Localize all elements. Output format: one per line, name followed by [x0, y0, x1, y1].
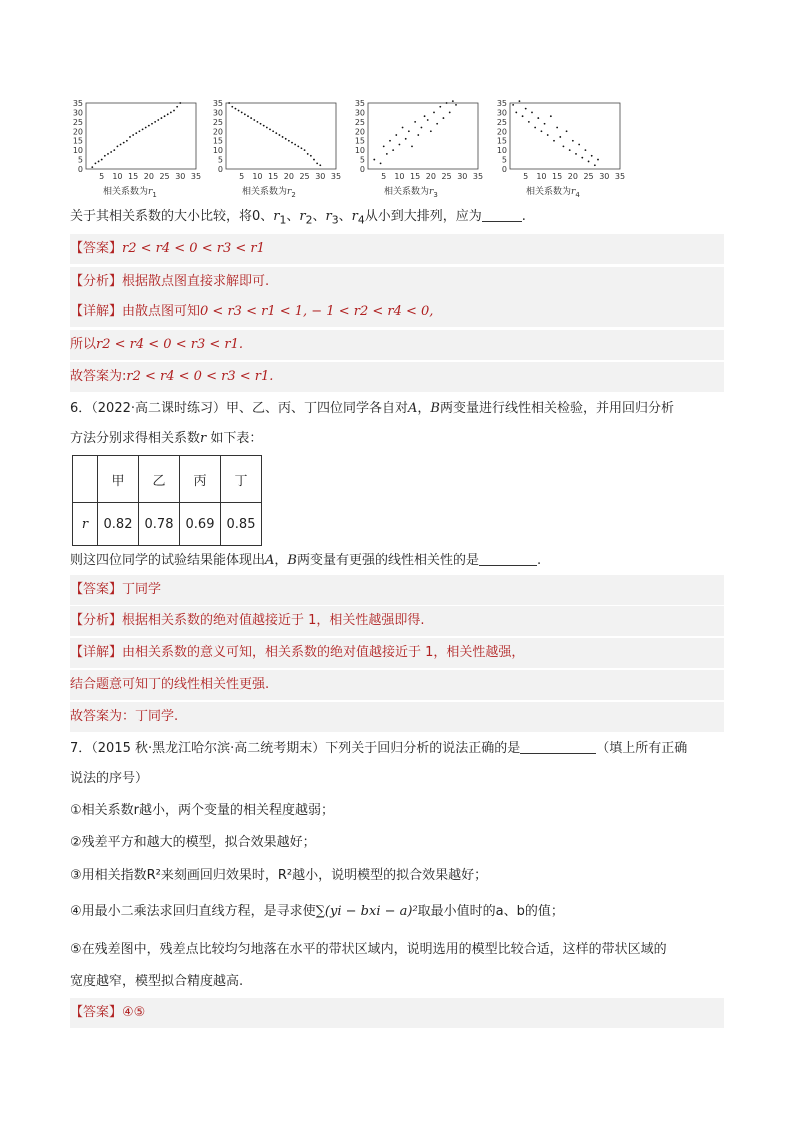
- data-point: [537, 117, 539, 119]
- x-tick-label: 5: [381, 172, 387, 181]
- data-point: [319, 164, 321, 166]
- data-point: [389, 140, 391, 142]
- y-tick-label: 20: [496, 127, 507, 137]
- data-point: [304, 149, 306, 151]
- q5-analysis: 【分析】根据散点图直接求解即可.: [70, 267, 724, 297]
- x-tick-label: 5: [239, 172, 245, 181]
- data-point: [399, 144, 401, 146]
- y-tick-label: 25: [72, 117, 83, 127]
- x-tick-label: 15: [552, 172, 563, 181]
- q5-so: 所以r2 < r4 < 0 < r3 < r1.: [70, 330, 724, 360]
- answer-blank[interactable]: [482, 207, 522, 222]
- y-tick-label: 0: [217, 165, 223, 174]
- q7-option-1: ①相关系数r越小，两个变量的相关程度越弱；: [70, 803, 334, 818]
- x-tick-label: 35: [472, 172, 484, 181]
- data-point: [151, 123, 153, 125]
- q7-option-4: ④用最小二乘法求回归直线方程，是寻求使∑(yi − bxi − a)²取最小值时的a、b的值；: [70, 904, 564, 919]
- data-point: [139, 130, 141, 132]
- data-point: [241, 112, 243, 114]
- plot-frame: [368, 103, 478, 169]
- x-tick-label: 10: [536, 172, 547, 181]
- data-point: [569, 149, 571, 151]
- data-point: [414, 121, 416, 123]
- data-point: [285, 138, 287, 140]
- x-tick-label: 25: [441, 172, 452, 181]
- x-tick-label: 30: [315, 172, 326, 181]
- data-point: [585, 149, 587, 151]
- data-point: [594, 164, 596, 166]
- data-point: [113, 149, 115, 151]
- data-point: [522, 115, 524, 117]
- q6-stem-2: 方法分别求得相关系数r 如下表：: [70, 431, 263, 446]
- data-point: [578, 144, 580, 146]
- data-point: [294, 144, 296, 146]
- plot-frame: [226, 103, 336, 169]
- plot-frame: [510, 103, 620, 169]
- data-point: [439, 106, 441, 108]
- data-point: [417, 134, 419, 136]
- data-point: [519, 100, 521, 102]
- plot-frame: [86, 103, 196, 169]
- data-point: [541, 130, 543, 132]
- scatter-caption-1: 相关系数为$r_1$: [103, 187, 157, 199]
- data-point: [238, 110, 240, 112]
- y-tick-label: 30: [212, 108, 223, 118]
- x-tick-label: 15: [128, 172, 139, 181]
- data-point: [297, 145, 299, 147]
- scatter-caption-2: 相关系数为$r_2$: [242, 187, 296, 199]
- data-point: [373, 159, 375, 161]
- x-tick-label: 10: [394, 172, 405, 181]
- data-point: [316, 162, 318, 164]
- data-point: [157, 119, 159, 121]
- data-point: [563, 145, 565, 147]
- x-tick-label: 10: [252, 172, 263, 181]
- data-point: [132, 134, 134, 136]
- data-point: [173, 110, 175, 112]
- data-point: [107, 153, 109, 155]
- data-point: [135, 132, 137, 134]
- data-point: [544, 123, 546, 125]
- data-point: [430, 130, 432, 132]
- answer-blank[interactable]: [479, 551, 537, 566]
- q6-conclusion: 则这四位同学的试验结果能体现出A，B两变量有更强的线性相关性的是 .: [70, 553, 542, 568]
- y-tick-label: 35: [354, 99, 365, 108]
- y-tick-label: 35: [72, 99, 83, 108]
- data-point: [452, 100, 454, 102]
- data-point: [405, 138, 407, 140]
- y-tick-label: 5: [77, 155, 83, 165]
- data-point: [427, 119, 429, 121]
- x-tick-label: 30: [175, 172, 186, 181]
- data-point: [556, 127, 558, 129]
- x-tick-label: 30: [457, 172, 468, 181]
- table-row: r 0.82 0.78 0.69 0.85: [73, 503, 262, 546]
- y-tick-label: 15: [496, 136, 507, 146]
- data-point: [145, 127, 147, 129]
- data-point: [282, 136, 284, 138]
- q7-option-5-cont: 宽度越窄，模型拟合精度越高.: [70, 974, 244, 989]
- y-tick-label: 30: [72, 108, 83, 118]
- x-tick-label: 20: [283, 172, 294, 181]
- analysis-tag: 【分析】: [70, 274, 123, 289]
- x-tick-label: 25: [159, 172, 170, 181]
- answer-tag: 【答案】: [70, 241, 123, 256]
- data-point: [266, 127, 268, 129]
- data-point: [95, 162, 97, 164]
- data-point: [455, 104, 457, 106]
- y-tick-label: 20: [354, 127, 365, 137]
- data-point: [269, 129, 271, 131]
- data-point: [129, 136, 131, 138]
- y-tick-label: 0: [359, 165, 365, 174]
- data-point: [275, 132, 277, 134]
- data-point: [301, 147, 303, 149]
- scatter-plots: [60, 95, 650, 195]
- data-point: [110, 151, 112, 153]
- data-point: [528, 121, 530, 123]
- q6-analysis: 【分析】根据相关系数的绝对值越接近于 1，相关性越强即得.: [70, 606, 724, 636]
- data-point: [572, 140, 574, 142]
- data-point: [597, 159, 599, 161]
- q6-final: 故答案为：丁同学.: [70, 702, 724, 732]
- y-tick-label: 30: [496, 108, 507, 118]
- q6-answer: 【答案】丁同学: [70, 575, 724, 605]
- y-tick-label: 0: [501, 165, 507, 174]
- answer-blank[interactable]: [520, 739, 596, 754]
- data-point: [260, 123, 262, 125]
- detail-tag: 【详解】: [70, 304, 123, 319]
- data-point: [154, 121, 156, 123]
- q7-answer: 【答案】④⑤: [70, 998, 724, 1028]
- y-tick-label: 5: [217, 155, 223, 165]
- q5-answer: 【答案】r2 < r4 < 0 < r3 < r1: [70, 234, 724, 264]
- x-tick-label: 15: [410, 172, 421, 181]
- data-point: [446, 102, 448, 104]
- data-point: [408, 130, 410, 132]
- y-tick-label: 5: [359, 155, 365, 165]
- data-point: [525, 108, 527, 110]
- data-point: [257, 121, 259, 123]
- x-tick-label: 25: [583, 172, 594, 181]
- x-tick-label: 20: [567, 172, 578, 181]
- x-tick-label: 25: [299, 172, 310, 181]
- data-point: [515, 112, 517, 114]
- data-point: [547, 134, 549, 136]
- data-point: [436, 123, 438, 125]
- data-point: [588, 161, 590, 163]
- y-tick-label: 20: [212, 127, 223, 137]
- x-tick-label: 15: [268, 172, 279, 181]
- y-tick-label: 10: [212, 146, 223, 156]
- q6-detail: 【详解】由相关系数的意义可知，相关系数的绝对值越接近于 1，相关性越强，: [70, 638, 724, 668]
- x-tick-label: 20: [425, 172, 436, 181]
- data-point: [235, 108, 237, 110]
- table-row: 甲 乙 丙 丁: [73, 456, 262, 503]
- data-point: [120, 144, 122, 146]
- data-point: [164, 115, 166, 117]
- y-tick-label: 25: [354, 117, 365, 127]
- data-point: [272, 130, 274, 132]
- x-tick-label: 10: [112, 172, 123, 181]
- q5-detail: 【详解】由散点图可知0 < r3 < r1 < 1, − 1 < r2 < r4 < 0,: [70, 297, 724, 327]
- data-point: [449, 112, 451, 114]
- data-point: [553, 140, 555, 142]
- data-point: [117, 145, 119, 147]
- q6-stem: 6．（2022·高二课时练习）甲、乙、丙、丁四位同学各自对A，B两变量进行线性相关检验，并用回归分析: [70, 401, 674, 416]
- data-point: [126, 140, 128, 142]
- y-tick-label: 15: [354, 136, 365, 146]
- y-tick-label: 25: [212, 117, 223, 127]
- y-tick-label: 25: [496, 117, 507, 127]
- data-point: [253, 119, 255, 121]
- q7-option-2: ②残差平方和越大的模型，拟合效果越好；: [70, 835, 316, 850]
- data-point: [411, 145, 413, 147]
- data-point: [566, 130, 568, 132]
- y-tick-label: 10: [496, 146, 507, 156]
- y-tick-label: 15: [212, 136, 223, 146]
- y-tick-label: 30: [354, 108, 365, 118]
- y-tick-label: 20: [72, 127, 83, 137]
- data-point: [288, 140, 290, 142]
- data-point: [167, 113, 169, 115]
- data-point: [421, 127, 423, 129]
- x-tick-label: 30: [599, 172, 610, 181]
- data-point: [231, 106, 233, 108]
- data-point: [104, 155, 106, 157]
- y-tick-label: 10: [72, 146, 83, 156]
- data-point: [123, 142, 125, 144]
- data-point: [581, 157, 583, 159]
- data-point: [443, 117, 445, 119]
- data-point: [307, 153, 309, 155]
- data-point: [575, 153, 577, 155]
- correlation-table: [72, 455, 262, 546]
- data-point: [433, 112, 435, 114]
- x-tick-label: 35: [330, 172, 342, 181]
- data-point: [559, 136, 561, 138]
- data-point: [142, 129, 144, 131]
- q7-stem-2: 说法的序号）: [70, 771, 149, 786]
- data-point: [279, 134, 281, 136]
- x-tick-label: 5: [523, 172, 529, 181]
- data-point: [170, 112, 172, 114]
- scatter-caption-4: 相关系数为$r_4$: [526, 187, 580, 199]
- data-point: [179, 102, 181, 104]
- data-point: [392, 149, 394, 151]
- data-point: [512, 104, 514, 106]
- data-point: [291, 142, 293, 144]
- data-point: [380, 162, 382, 164]
- data-point: [161, 117, 163, 119]
- data-point: [313, 159, 315, 161]
- data-point: [101, 159, 103, 161]
- data-point: [424, 115, 426, 117]
- data-point: [550, 115, 552, 117]
- q6-detail-2: 结合题意可知丁的线性相关性更强.: [70, 670, 724, 700]
- scatter-caption-3: 相关系数为$r_3$: [384, 187, 438, 199]
- y-tick-label: 35: [212, 99, 223, 108]
- data-point: [263, 125, 265, 127]
- y-tick-label: 5: [501, 155, 507, 165]
- data-point: [228, 102, 230, 104]
- data-point: [383, 145, 385, 147]
- y-tick-label: 35: [496, 99, 507, 108]
- x-tick-label: 35: [614, 172, 626, 181]
- data-point: [591, 155, 593, 157]
- q7-stem: 7．（2015 秋·黑龙江哈尔滨·高二统考期末）下列关于回归分析的说法正确的是 （填上所有正确: [70, 741, 688, 756]
- y-tick-label: 0: [77, 165, 83, 174]
- data-point: [247, 115, 249, 117]
- q5-question: 关于其相关系数的大小比较，将0、$r_1$、$r_2$、$r_3$、$r_4$从小到大排列，应为 .: [70, 209, 526, 227]
- y-tick-label: 15: [72, 136, 83, 146]
- q7-option-5: ⑤在残差图中，残差点比较均匀地落在水平的带状区域内，说明选用的模型比较合适，这样的带状区域的: [70, 942, 667, 957]
- data-point: [386, 153, 388, 155]
- data-point: [176, 106, 178, 108]
- data-point: [250, 117, 252, 119]
- data-point: [98, 161, 100, 163]
- x-tick-label: 5: [99, 172, 105, 181]
- data-point: [310, 155, 312, 157]
- data-point: [395, 134, 397, 136]
- data-point: [402, 127, 404, 129]
- q7-option-3: ③用相关指数R²来刻画回归效果时，R²越小，说明模型的拟合效果越好；: [70, 868, 488, 883]
- x-tick-label: 20: [143, 172, 154, 181]
- y-tick-label: 10: [354, 146, 365, 156]
- data-point: [244, 113, 246, 115]
- q5-final: 故答案为:r2 < r4 < 0 < r3 < r1.: [70, 362, 724, 392]
- data-point: [91, 166, 93, 168]
- x-tick-label: 35: [190, 172, 202, 181]
- data-point: [148, 125, 150, 127]
- data-point: [534, 127, 536, 129]
- data-point: [531, 112, 533, 114]
